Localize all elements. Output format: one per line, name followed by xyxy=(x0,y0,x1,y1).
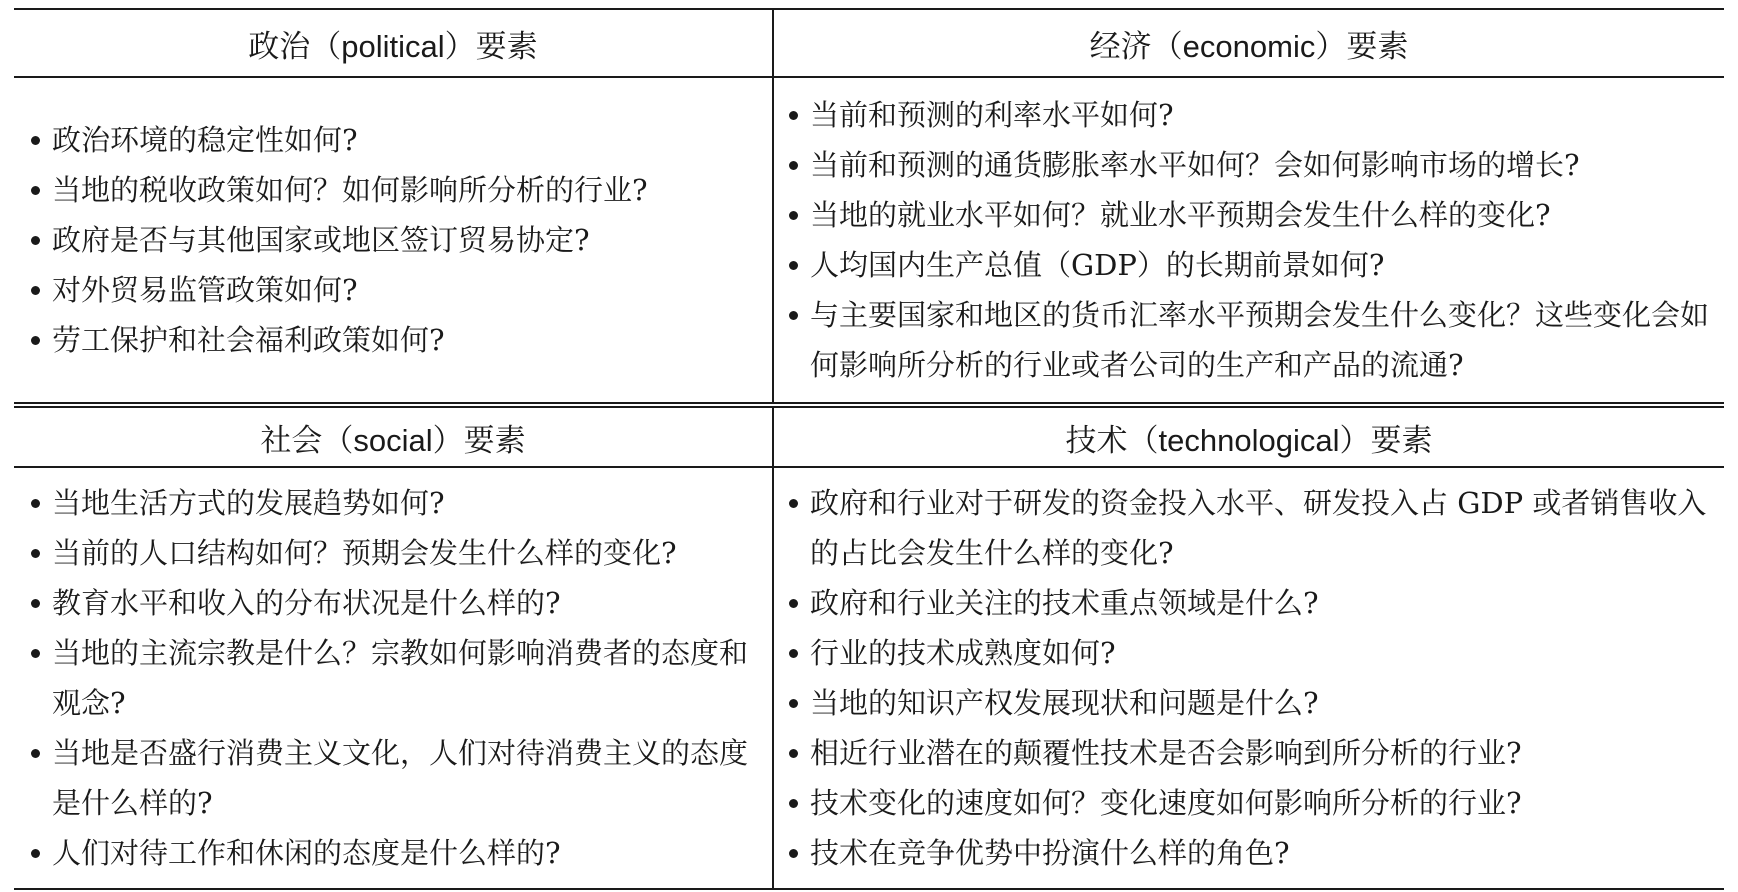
body-row-top xyxy=(14,77,1724,405)
economic-list xyxy=(774,90,1724,390)
list-item: 当地是否盛行消费主义文化，人们对待消费主义的态度是什么样的? xyxy=(30,728,772,828)
list-item: 当地的就业水平如何？就业水平预期会发生什么样的变化? xyxy=(788,190,1724,240)
list-item: 教育水平和收入的分布状况是什么样的? xyxy=(30,578,772,628)
header-row-top xyxy=(14,9,1724,77)
list-item: 相近行业潜在的颠覆性技术是否会影响到所分析的行业? xyxy=(788,728,1724,778)
list-item: 当地的主流宗教是什么？宗教如何影响消费者的态度和观念? xyxy=(30,628,772,728)
economic-cell xyxy=(773,77,1724,405)
technological-header: 技术（technological）要素 xyxy=(773,405,1724,467)
list-item: 人们对待工作和休闲的态度是什么样的? xyxy=(30,828,772,878)
pest-analysis-table xyxy=(14,8,1724,890)
list-item: 人均国内生产总值（GDP）的长期前景如何? xyxy=(788,240,1724,290)
list-item: 政府是否与其他国家或地区签订贸易协定? xyxy=(30,215,772,265)
political-list xyxy=(14,115,772,365)
list-item: 对外贸易监管政策如何? xyxy=(30,265,772,315)
list-item: 当地的税收政策如何？如何影响所分析的行业? xyxy=(30,165,772,215)
list-item: 当前和预测的利率水平如何? xyxy=(788,90,1724,140)
list-item: 技术在竞争优势中扮演什么样的角色? xyxy=(788,828,1724,878)
list-item: 政治环境的稳定性如何? xyxy=(30,115,772,165)
list-item: 与主要国家和地区的货币汇率水平预期会发生什么变化？这些变化会如何影响所分析的行业或者公司的生产和产品的流通? xyxy=(788,290,1724,390)
economic-header: 经济（economic）要素 xyxy=(773,9,1724,77)
list-item: 劳工保护和社会福利政策如何? xyxy=(30,315,772,365)
social-cell xyxy=(14,467,773,889)
body-row-bottom xyxy=(14,467,1724,889)
list-item: 技术变化的速度如何？变化速度如何影响所分析的行业? xyxy=(788,778,1724,828)
list-item: 行业的技术成熟度如何? xyxy=(788,628,1724,678)
list-item: 当地的知识产权发展现状和问题是什么? xyxy=(788,678,1724,728)
social-header: 社会（social）要素 xyxy=(14,405,773,467)
list-item: 政府和行业对于研发的资金投入水平、研发投入占 GDP 或者销售收入的占比会发生什么样的变化? xyxy=(788,478,1724,578)
political-cell xyxy=(14,77,773,405)
list-item: 当前的人口结构如何？预期会发生什么样的变化? xyxy=(30,528,772,578)
list-item: 当地生活方式的发展趋势如何? xyxy=(30,478,772,528)
header-row-bottom xyxy=(14,405,1724,467)
technological-list xyxy=(774,478,1724,878)
list-item: 当前和预测的通货膨胀率水平如何？会如何影响市场的增长? xyxy=(788,140,1724,190)
political-header: 政治（political）要素 xyxy=(14,9,773,77)
list-item: 政府和行业关注的技术重点领域是什么? xyxy=(788,578,1724,628)
technological-cell xyxy=(773,467,1724,889)
social-list xyxy=(14,478,772,878)
